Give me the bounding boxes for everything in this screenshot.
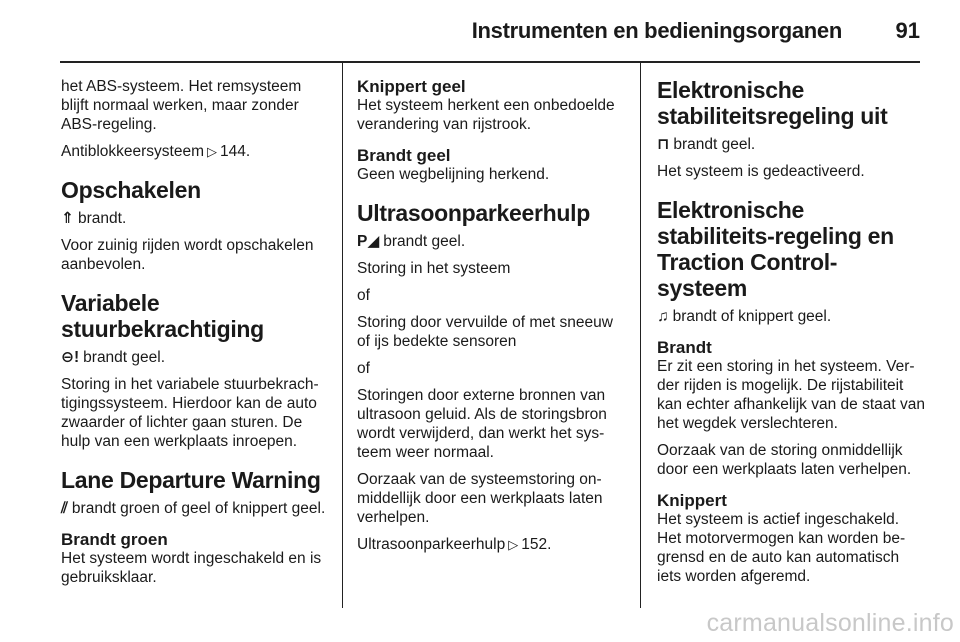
esc-off-icon: ⊓ [657, 136, 670, 153]
page-number: 91 [895, 18, 920, 43]
paragraph: Oorzaak van de storing onmiddellijk door een werkplaats laten verhelpen. [657, 442, 912, 478]
watermark: carmanualsonline.info [706, 609, 954, 637]
page-title: Instrumenten en bedieningsorganen [471, 18, 842, 43]
paragraph: Het systeem is gedeactiveerd. [657, 163, 865, 180]
indicator-text: brandt of knippert geel. [672, 308, 832, 325]
reference-text: Ultrasoonparkeerhulp [357, 536, 506, 553]
paragraph: Het systeem wordt ingeschakeld en is gebruiksklaar. [61, 550, 322, 586]
paragraph: Oorzaak van de systeemstoring on-middellijk door een werkplaats laten verhelpen. [357, 471, 603, 526]
header-divider [60, 61, 920, 63]
indicator-line [61, 209, 329, 228]
heading-esc-traction-control: Elektronische stabiliteits-regeling en Traction Control-systeem [657, 197, 894, 301]
lane-departure-icon: ⫽ [61, 500, 68, 517]
paragraph: Storing in het variabele stuurbekrach-tigingssysteem. Hierdoor kan de auto zwaarder of lichter gaan sturen. De hulp van een werkplaats inroepen. [61, 376, 319, 450]
column-3 [657, 77, 925, 594]
paragraph: Storingen door externe bronnen van ultrasoon geluid. Als de storingsbron wordt verwijderd, dan werkt het sys-teem weer normaal. [357, 387, 607, 461]
heading-lane-departure-warning: Lane Departure Warning [61, 467, 321, 493]
paragraph: Er zit een storing in het systeem. Ver-der rijden is mogelijk. De rijstabiliteit kan echter afhankelijk van de staat van het wegdek verslechteren. [657, 358, 925, 432]
paragraph: Voor zuinig rijden wordt opschakelen aanbevolen. [61, 237, 314, 273]
indicator-line [657, 307, 925, 326]
paragraph: het ABS-systeem. Het remsysteem blijft normaal werken, maar zonder ABS-regeling. [61, 78, 302, 133]
column-divider [640, 62, 641, 608]
indicator-line [357, 232, 625, 251]
paragraph: Storing door vervuilde of met sneeuw of ijs bedekte sensoren [357, 314, 613, 350]
cross-reference [61, 142, 329, 161]
column-2 [357, 77, 625, 562]
paragraph: Het systeem herkent een onbedoelde verandering van rijstrook. [357, 97, 615, 133]
heading-variabele-stuurbekrachtiging: Variabele stuurbekrachtiging [61, 290, 264, 342]
page-header [0, 0, 960, 62]
indicator-line [657, 135, 925, 154]
column-1 [61, 77, 329, 595]
subheading-knippert-geel: Knippert geel [357, 77, 466, 96]
steering-warning-icon: ⊖! [61, 349, 80, 366]
indicator-line [61, 348, 329, 367]
paragraph: Het systeem is actief ingeschakeld. Het motorvermogen kan worden be-grensd en de auto kan automatisch iets worden afgeremd. [657, 511, 906, 585]
heading-esc-uit: Elektronische stabiliteitsregeling uit [657, 77, 888, 129]
heading-opschakelen: Opschakelen [61, 177, 201, 203]
esc-icon: ♫ [657, 308, 669, 325]
upshift-arrow-icon: ⇑ [61, 210, 74, 227]
indicator-text: brandt. [78, 210, 127, 227]
indicator-text: brandt geel. [673, 136, 756, 153]
indicator-text: brandt groen of geel of knippert geel. [71, 500, 326, 517]
subheading-brandt: Brandt [657, 338, 712, 357]
subheading-brandt-geel: Brandt geel [357, 146, 451, 165]
paragraph: Geen wegbelijning herkend. [357, 166, 550, 183]
subheading-brandt-groen: Brandt groen [61, 530, 168, 549]
indicator-text: brandt geel. [83, 349, 166, 366]
heading-ultrasoonparkeerhulp: Ultrasoonparkeerhulp [357, 200, 590, 226]
reference-arrow-icon: ▷ [508, 537, 519, 552]
cross-reference [357, 535, 625, 554]
reference-page[interactable]: 152. [521, 536, 552, 553]
paragraph: of [357, 360, 370, 377]
subheading-knippert: Knippert [657, 491, 727, 510]
reference-arrow-icon: ▷ [207, 144, 218, 159]
parking-assist-icon: P◢ [357, 233, 380, 250]
indicator-text: brandt geel. [383, 233, 466, 250]
column-divider [342, 62, 343, 608]
reference-text: Antiblokkeersysteem [61, 143, 205, 160]
indicator-line [61, 499, 329, 518]
reference-page[interactable]: 144. [220, 143, 251, 160]
paragraph: Storing in het systeem [357, 260, 511, 277]
paragraph: of [357, 287, 370, 304]
